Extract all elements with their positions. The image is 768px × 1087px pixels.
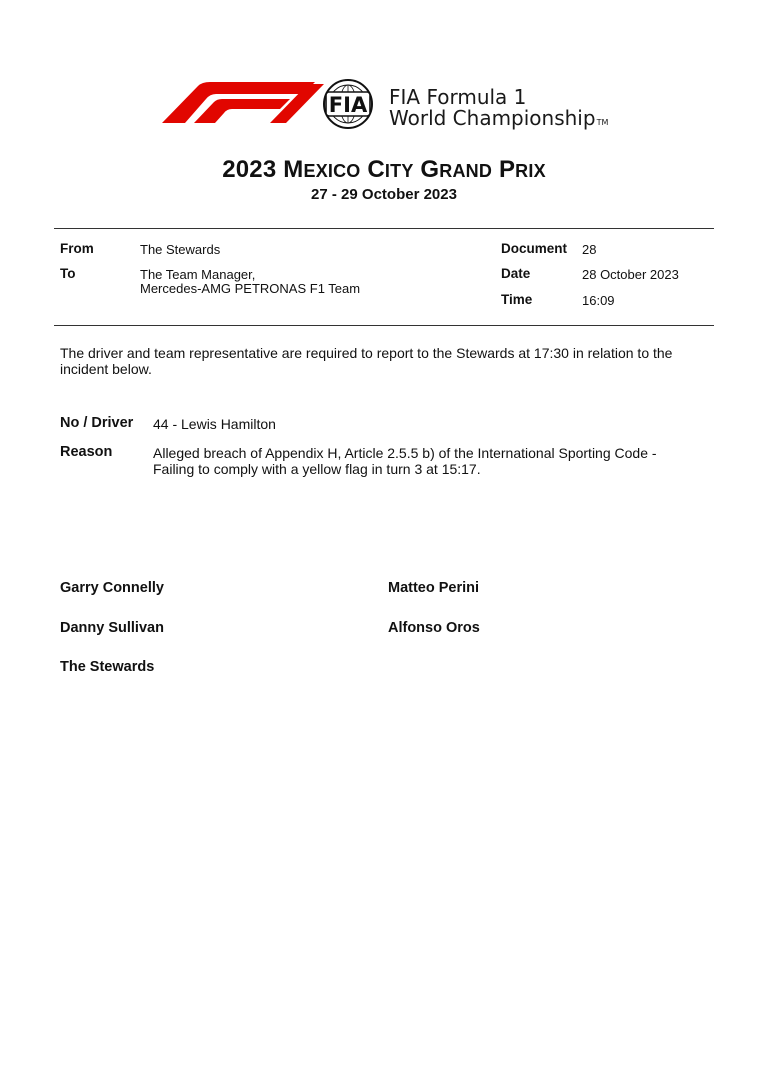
- stewards-footer: The Stewards: [60, 659, 155, 675]
- from-label: From: [60, 241, 94, 256]
- date-value: 28 October 2023: [582, 267, 679, 282]
- title-word-4-rest: RIX: [515, 161, 546, 181]
- brand-line-2: [389, 108, 608, 128]
- brand-line-1: FIA Formula 1: [389, 85, 527, 109]
- intro-paragraph: The driver and team representative are required to report to the Stewards at 17:30 in relation to the incident below.: [60, 345, 673, 377]
- steward-name: Danny Sullivan: [60, 620, 164, 636]
- brand-line-2-text: World Championship: [389, 106, 596, 130]
- driver-label: No / Driver: [60, 415, 134, 431]
- date-label: Date: [501, 266, 531, 281]
- steward-name: Matteo Perini: [388, 580, 480, 596]
- title-word-4-initial: P: [498, 156, 516, 183]
- header-logos: [160, 78, 386, 130]
- title-word-2-initial: C: [367, 156, 385, 183]
- steward-name: Garry Connelly: [60, 580, 164, 596]
- time-label: Time: [501, 292, 533, 307]
- title-word-3: [420, 156, 492, 183]
- title-word-1-rest: EXICO: [303, 161, 361, 181]
- to-label: To: [60, 266, 76, 281]
- driver-value: 44 - Lewis Hamilton: [153, 416, 276, 432]
- document-label: Document: [501, 241, 568, 256]
- reason-label: Reason: [60, 444, 113, 460]
- reason-value: Alleged breach of Appendix H, Article 2.5.5 b) of the International Sporting Code - Failing to comply with a yellow flag in turn 3 at 15:17.: [153, 445, 657, 477]
- f1-logo-icon: [162, 82, 324, 123]
- to-value-line-2: Mercedes-AMG PETRONAS F1 Team: [140, 281, 361, 296]
- fia-emblem-icon: [324, 80, 372, 128]
- divider-bottom: [54, 325, 714, 326]
- title-word-2: [367, 156, 413, 183]
- title-word-1-initial: M: [283, 156, 304, 183]
- to-value-line-1: The Team Manager,: [140, 267, 256, 282]
- from-value: The Stewards: [140, 242, 221, 257]
- svg-text:FIA: FIA: [328, 93, 368, 117]
- title-word-3-initial: G: [420, 156, 440, 183]
- title-word-2-rest: ITY: [384, 161, 414, 181]
- trademark-mark: TM: [596, 118, 609, 127]
- event-title: [0, 156, 768, 184]
- title-word-4: [499, 156, 546, 183]
- steward-name: Alfonso Oros: [388, 620, 480, 636]
- divider-top: [54, 228, 714, 229]
- document-value: 28: [582, 242, 597, 257]
- title-year: 2023: [222, 156, 277, 183]
- time-value: 16:09: [582, 293, 615, 308]
- title-word-3-rest: RAND: [439, 161, 493, 181]
- event-dates: 27 - 29 October 2023: [311, 186, 457, 203]
- title-word-1: [283, 156, 360, 183]
